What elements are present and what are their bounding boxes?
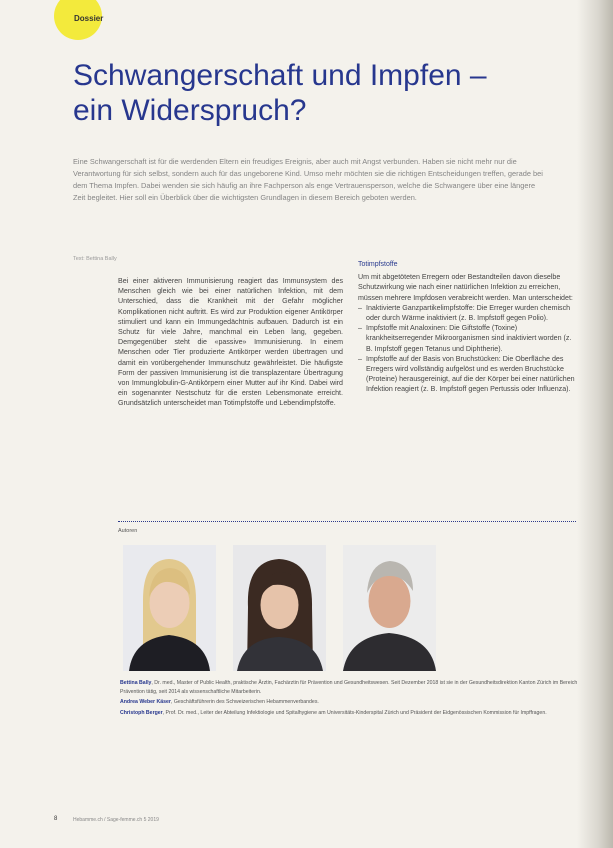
- bio-text: , Geschäftsführerin des Schweizerischen Hebammenverbandes.: [170, 699, 319, 706]
- title-line-2: ein Widerspruch?: [73, 94, 307, 127]
- bio-3: [120, 709, 580, 718]
- bio-name: Bettina Bally: [120, 680, 152, 686]
- dotted-divider: [118, 521, 580, 522]
- list-item: – Impfstoffe mit Analoxinen: Die Giftstoffe (Toxine) krankheitserregender Mikroorganismen sind inaktiviert worden (z. B. Impfstoff gegen Tetanus und Diphtherie).: [358, 323, 580, 354]
- bio-text: , Prof. Dr. med., Leiter der Abteilung Infektiologie und Spitalhygiene am Universitäts-Kinderspital Zürich und Präsident der Eidgenössischen Kommission für Impffragen.: [162, 709, 547, 716]
- footer-text: Hebamme.ch / Sage-femme.ch 5 2019: [73, 817, 159, 823]
- author-bios: [120, 679, 580, 719]
- article-title: [73, 58, 543, 128]
- bio-2: [120, 698, 580, 707]
- list-item: – Impfstoffe auf der Basis von Bruchstücken: Die Oberfläche des Erregers wird vollständig aufgelöst und es werden Bruchstücke (Proteine) herausgereinigt, auf die der Körper bei einer natürlichen Infektion reagiert (z. B. Impfstoff gegen Pertussis oder Influenza).: [358, 354, 580, 395]
- page-number: 8: [54, 816, 58, 822]
- info-box: [358, 260, 580, 395]
- info-box-list: [358, 303, 580, 395]
- lead-paragraph: Eine Schwangerschaft ist für die werdenden Eltern ein freudiges Ereignis, aber auch mit Angst verbunden. Haben sie nicht mehr nur die Verantwortung für sich selbst, sondern auch für das ungeborene Kind. Umso mehr möchten sie die richtigen Entscheidungen treffen, gerade bei dem Thema Impfen. Dabei wenden sie sich häufig an ihre Fachperson als enge Vertrauensperson, welche die Schwangere über eine längere Zeit begleitet. Hier soll ein Überblick über die wichtigsten Grundlagen in diesem Bereich geboten werden.: [73, 157, 543, 203]
- list-item: – Inaktivierte Ganzpartikelimpfstoffe: Die Erreger wurden chemisch oder durch Wärme inaktiviert (z. B. Impfstoff gegen Polio).: [358, 303, 580, 323]
- portrait-photo-3: [343, 545, 436, 671]
- bio-text: , Dr. med., Master of Public Health, praktische Ärztin, Fachärztin für Prävention und Gesundheitswesen. Seit Dezember 2018 ist sie in der Gesundheitsdirektion Kanton Zürich im Bereich Prävention tätig, seit 2014 als wissenschaftliche Mitarbeiterin.: [120, 680, 578, 695]
- info-box-heading: Totimpfstoffe: [358, 261, 398, 268]
- bio-1: [120, 679, 580, 696]
- bio-name: Christoph Berger: [120, 709, 163, 716]
- portrait-photo-1: [123, 545, 216, 671]
- section-label: Dossier: [74, 14, 104, 23]
- bio-name: Andrea Weber Käser: [120, 699, 171, 706]
- page-gutter-shadow: [577, 0, 613, 848]
- author-byline: Text: Bettina Bally: [73, 256, 117, 262]
- portrait-photo-2: [233, 545, 326, 671]
- portraits-heading: Autoren: [118, 528, 138, 534]
- body-column-left: Bei einer aktiveren Immunisierung reagiert das Immunsystem des Menschen gleich wie bei einer natürlichen Infektion, mit dem Unterschied, dass die Krankheit mit der Gefahr möglicher Komplikationen nicht auftritt. Es wird zur Produktion eigener Antikörper stimuliert und kann ein Immungedächtnis aufbauen. Dadurch ist ein Schutz für viele Jahre, manchmal ein Leben lang, gegeben. Demgegenüber steht die «passive» Immunisierung. In einem Menschen oder Tier produzierte Antikörper werden übertragen und damit ein vorübergehender Immunschutz gewährleistet. Die häufigste Form der passiven Immunisierung ist die transplazentare Übertragung von Immunglobulin-G-Antikörpern einer Mutter auf ihr Kind. Dabei wird ein sogenannter Nestschutz für die ersten Lebensmonate erreicht. Grundsätzlich unterscheidet man Totimpfstoffe und Lebendimpfstoffe.: [118, 277, 343, 408]
- info-box-intro: Um mit abgetöteten Erregern oder Bestandteilen davon dieselbe Schutzwirkung wie nach einer natürlichen Infektion zu erreichen, müssen mehrere Impfdosen verabreicht werden. Man unterscheidet:: [358, 273, 573, 302]
- title-line-1: Schwangerschaft und Impfen –: [73, 59, 487, 92]
